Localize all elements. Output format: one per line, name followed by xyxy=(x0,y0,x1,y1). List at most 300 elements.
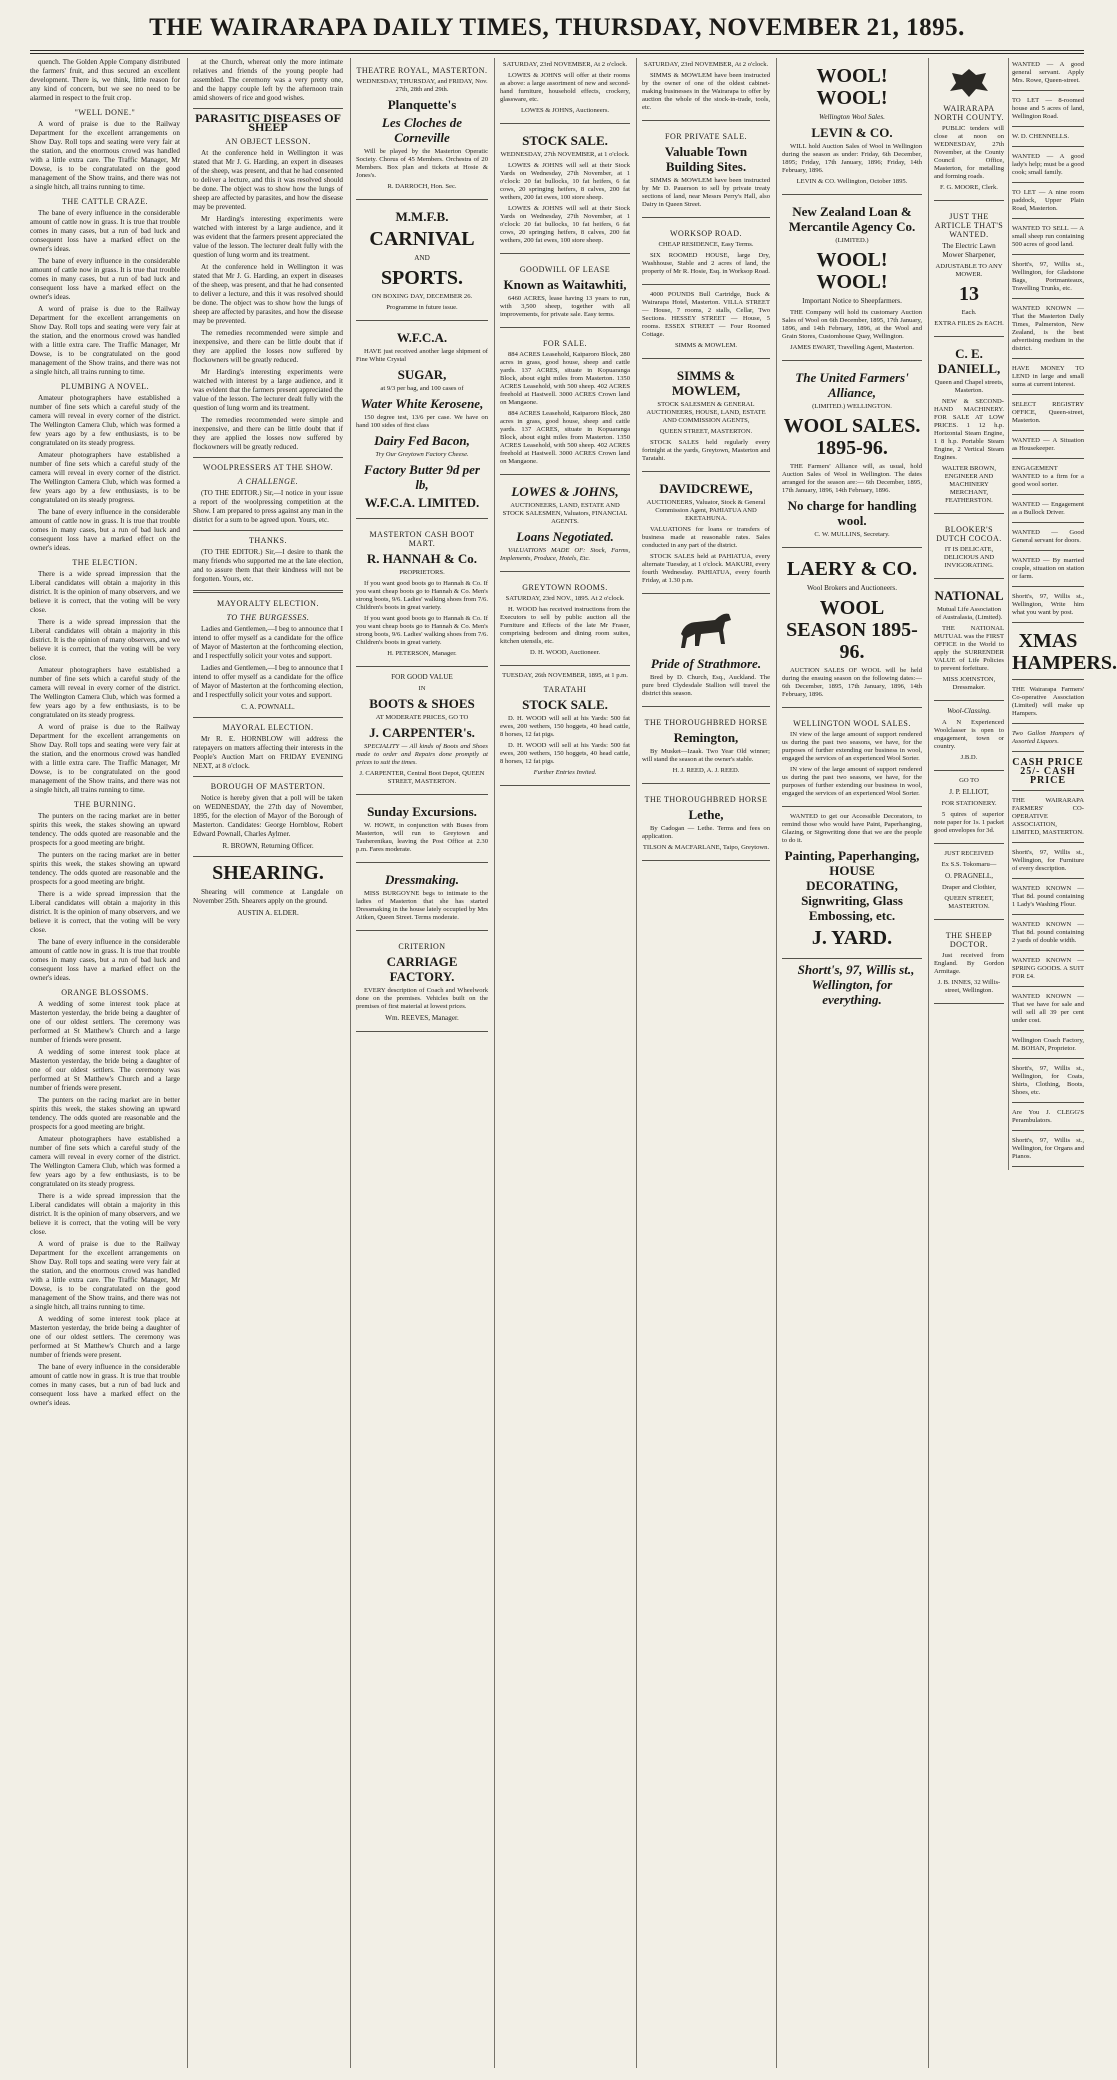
article-text: Ladies and Gentlemen,—I beg to announce that I intend to offer myself as a candidate for the office of Mayor of Masterton at the forthcoming election, and I respectfully solicit your votes and support. xyxy=(193,625,343,660)
ad-signature: MISS JOHNSTON, Dressmaker. xyxy=(942,676,996,691)
ad-simms-properties xyxy=(642,288,770,359)
ad-signature: F. G. MOORE, Clerk. xyxy=(940,184,998,191)
ad-title: Dressmaking. xyxy=(384,872,460,887)
ad-body: THE Company will hold its customary Auction Sales of Wool on 6th December, 1895, 17th January, 1896, and 14th February, 1896, at the Wool and Grain Stores, Customhouse Quay, Wellington. xyxy=(782,309,922,340)
classified-ad: Are You J. CLEGG'S Perambulators. xyxy=(1012,1106,1084,1131)
classified-ad: TO LET — 8-roomed house and 5 acres of land, Wellington Road. xyxy=(1012,94,1084,127)
article-text: Amateur photographers have established a number of fine sets which a careful study of the camera will reveal in every corner of the district. The Wellington Camera Club, which was formed a few years ago by a few enthusiasts, is to be congratulated on its steady progress. xyxy=(30,666,180,719)
ad-body: Just received from England. By Gordon Armitage. xyxy=(934,952,1004,975)
ad-text: Programme in future issue. xyxy=(386,304,458,311)
article-text: (TO THE EDITOR.) Sir,—I notice in your issue a report of the woolpressing competition at the Show. I am prepared to press against any man in the district for a sum to be agreed upon. Yours, etc. xyxy=(193,489,343,524)
ad-name: J. CARPENTER's. xyxy=(369,725,475,740)
ad-body: A N Experienced Woolclasser is open to engagement, town or country. xyxy=(934,719,1004,750)
classified-ad: WANTED KNOWN — SPRING GOODS. A SUIT FOR £4. xyxy=(1012,954,1084,987)
column-4 xyxy=(494,58,635,2068)
ad-wool-classing xyxy=(934,704,1004,771)
article-text: Mr Harding's interesting experiments were watched with interest by a large audience, and it was evident that the farmers present appreciated the value of the lesson. The lecturer dealt fully with the question of lung worm and its treatment. xyxy=(193,215,343,259)
ad-signature: Wm. REEVES, Manager. xyxy=(385,1014,459,1022)
signature: R. BROWN, Returning Officer. xyxy=(222,842,314,850)
ad-text: EXTRA FILES 2s EACH. xyxy=(934,320,1004,327)
article-text: There is a wide spread impression that the Liberal candidates will obtain a majority in this district. It is the opinion of many observers, and we believe it is correct, that the voting will be very close. xyxy=(30,618,180,662)
ad-text: JUST RECEIVED xyxy=(944,850,994,857)
ad-signature: J. B. INNES, 32 Willis-street, Wellington. xyxy=(937,979,1001,994)
ad-date: TUESDAY, 26th NOVEMBER, 1895, at 1 p.m. xyxy=(502,672,628,679)
ad-big: SPORTS. xyxy=(380,267,464,289)
ad-body: W. HOWE, in conjunction with Buses from Masterton, will run to Greytown and Tauherenikau, leaving the Post Office at 2.30 p.m. Fares moderate. xyxy=(356,822,488,853)
ad-farmers-alliance xyxy=(782,364,922,548)
article-subheading: AN OBJECT LESSON. xyxy=(225,137,311,146)
classified-ad: W. D. CHENNELLS. xyxy=(1012,130,1084,147)
classified-ad: THE Wairarapa Farmers' Co-operative Association (Limited) will make up Hampers. xyxy=(1012,683,1084,724)
column-1 xyxy=(30,58,185,2068)
ad-subtitle: Wellington Wool Sales. xyxy=(819,113,885,121)
ad-title: Remington, xyxy=(673,730,739,745)
ad-signature: JAMES EWART, Travelling Agent, Masterton. xyxy=(790,344,914,351)
ad-heading: THE SHEEP DOCTOR. xyxy=(945,931,993,949)
ad-heading: FOR SALE. xyxy=(542,339,588,348)
ad-body: LOWES & JOHNS will sell at their Stock Yards on Wednesday, 27th November, at 1 o'clock: 20 fat bullocks, 10 fat heifers, 6 fat cows, 20 springing heifers, 8 calves, 200 fat wethers, 200 fat ewes, 100 store sheep. xyxy=(500,205,630,244)
ad-signature: C. W. MULLINS, Secretary. xyxy=(814,531,890,538)
ad-body: 4000 POUNDS Bull Cartridge, Buck & Wairarapa Hotel, Masterton. VILLA STREET — House, 7 rooms, 2 stalls, Cellar, Two Sections. HESSEY STREET — House, 5 rooms. ESSEX STREET — Four Roomed Cottage. xyxy=(642,291,770,338)
article-text: A word of praise is due to the Railway Department for the excellent arrangements on Show Day. Roll tops and seating were very fair at the station, and the enormous crowd was handled with a little extra care. The Traffic Manager, Mr Dowse, is to be congratulated on the good management of the Show trains, and there was not a single hitch, all trains running to time. xyxy=(30,723,180,794)
ad-body: By Musket—Izaak. Two Year Old winner; will stand the season at the owner's stable. xyxy=(642,748,770,763)
ad-text: QUEEN STREET, MASTERTON. xyxy=(659,428,753,435)
classified-ad: WANTED KNOWN — That the Masterton Daily Times, Palmerston, New Zealand, is the best advertising medium in the district. xyxy=(1012,302,1084,359)
ad-simms-cabinet xyxy=(642,58,770,121)
signature: C. A. POWNALL. xyxy=(241,703,295,711)
article-text: Mr Harding's interesting experiments were watched with interest by a large audience, and it was evident that the farmers present appreciated the value of the lesson. The lecturer dealt fully with the question of lung worm and its treatment. xyxy=(193,368,343,412)
ad-body: EVERY description of Coach and Wheelwork done on the premises. Vehicles built on the premises of first material at lowest prices. xyxy=(356,987,488,1010)
divider xyxy=(193,856,343,857)
ad-body: STOCK SALES held regularly every fortnight at the yards, Greytown, Masterton and Taratahi. xyxy=(642,439,770,462)
ad-big: Loans Negotiated. xyxy=(516,529,614,544)
ad-text: FOR GOOD VALUE xyxy=(391,673,453,681)
ad-text: Draper and Clothier, xyxy=(941,884,997,891)
ad-signature: LEVIN & CO. Wellington, October 1895. xyxy=(796,178,908,185)
article-text: The bane of every influence in the considerable amount of cattle now in grass. It is true that trouble comes in many cases, but a run of bad luck and consequent loss have a marked effect on the owner's ideas. xyxy=(30,209,180,253)
ad-title: Planquette's xyxy=(387,97,457,112)
ad-notice: No charge for handling wool. xyxy=(787,498,917,528)
article-subheading: A CHALLENGE. xyxy=(237,477,299,486)
ad-title: C. E. DANIELL, xyxy=(937,346,1001,376)
article-text: There is a wide spread impression that the Liberal candidates will obtain a majority in this district. It is the opinion of many observers, and we believe it is correct, that the voting will be very close. xyxy=(30,1192,180,1236)
ad-text: at 9/3 per bag, and 100 cases of xyxy=(380,385,464,392)
ad-big: DAVIDCREWE, xyxy=(659,481,753,496)
classified-ad: WANTED — By married couple, situation on station or farm. xyxy=(1012,554,1084,587)
ad-title: New Zealand Loan & Mercantile Agency Co. xyxy=(788,204,916,234)
ad-subtitle: STOCK SALESMEN & GENERAL AUCTIONEERS, HOUSE, LAND, ESTATE AND COMMISSION AGENTS, xyxy=(646,401,766,424)
ad-notice: Important Notice to Sheepfarmers. xyxy=(802,297,902,305)
ad-carpenter xyxy=(356,670,488,795)
ad-date: ON BOXING DAY, DECEMBER 26. xyxy=(371,293,473,300)
ad-for-sale xyxy=(500,331,630,475)
classified-ad: ENGAGEMENT WANTED to a firm for a good wool sorter. xyxy=(1012,462,1084,495)
divider xyxy=(193,590,343,593)
ad-date: SATURDAY, 23rd NOV., 1895. At 2 o'clock. xyxy=(505,595,625,602)
ad-subtitle: Wool Brokers and Auctioneers. xyxy=(806,584,898,592)
ad-price: 13 xyxy=(959,283,979,305)
ad-subtitle: Mutual Life Association of Australasia, (Limited). xyxy=(935,606,1003,621)
article-text: (TO THE EDITOR.) Sir,—I desire to thank the many friends who supported me at the late election, and to assure them that their kindness will not be forgotten. Yours, etc. xyxy=(193,548,343,583)
coat-of-arms-icon xyxy=(946,65,992,99)
ad-title: O. PRAGNELL, xyxy=(944,872,994,880)
ad-signature: SIMMS & MOWLEM. xyxy=(674,342,738,349)
ad-body: IN view of the large amount of support rendered us during the past two seasons, we have, for the purposes of further extending our business in wool, engaged the services of an experienced Wool Sorter. xyxy=(782,766,922,797)
article-text: Ladies and Gentlemen,—I beg to announce that I intend to offer myself as a candidate for the office of Mayor of Masterton at the forthcoming election, and I respectfully solicit your votes and support. xyxy=(193,664,343,699)
ad-sheep-doctor xyxy=(934,923,1004,1004)
ad-heading: THE THOROUGHBRED HORSE xyxy=(644,795,768,804)
article-text: At the conference held in Wellington it was stated that Mr J. G. Harding, an expert in diseases of the sheep, was present, and that he had consented to deliver a lecture, and this it was resolved should be done. The object was to show how the lungs of sheep are affected by parasites, and how the disease may be prevented. xyxy=(193,149,343,211)
article-heading: BOROUGH OF MASTERTON. xyxy=(210,782,326,791)
article-text: There is a wide spread impression that the Liberal candidates will obtain a majority in this district. It is the opinion of many observers, and we believe it is correct, that the voting will be very close. xyxy=(30,570,180,614)
ad-signature: TILSON & MACFARLANE, Taipo, Greytown. xyxy=(642,844,770,851)
ad-heading: THE THOROUGHBRED HORSE xyxy=(644,718,768,727)
ad-pragnell xyxy=(934,847,1004,920)
ad-footer: Further Entries Invited. xyxy=(533,769,597,776)
ad-criterion xyxy=(356,934,488,1032)
ad-body: VALUATIONS MADE OF: Stock, Farms, Implements, Produce, Hotels, Etc. xyxy=(500,547,630,562)
classified-ad: Shortt's, 97, Willis st., Wellington, for Gladstone Bags, Portmanteaux, Travelling Trunks, etc. xyxy=(1012,258,1084,299)
ad-elliot xyxy=(934,774,1004,844)
ad-heading: GREYTOWN ROOMS. xyxy=(522,583,608,592)
ad-title: Sunday Excursions. xyxy=(367,804,477,819)
ad-body: WILL hold Auction Sales of Wool in Wellington during the season as under: Friday, 6th December, 1895; Friday, 17th January, 1896; Friday, 14th February, 1896. xyxy=(782,143,922,174)
ad-text: Try Our Greytown Factory Cheese. xyxy=(375,451,469,458)
article-text: Shearing will commence at Langdale on November 25th. Shearers apply on the ground. xyxy=(193,888,343,905)
ad-title: W.F.C.A. xyxy=(396,330,448,345)
ad-mower xyxy=(934,204,1004,337)
ad-daniell xyxy=(934,340,1004,514)
ad-title: The Electric Lawn Mower Sharpener, xyxy=(942,242,996,259)
article-text: quench. The Golden Apple Company distributed the farmers' fruit, and thus secured an excellent development. There is, we think, little reason for any kind of concern, but we see no need to be alarmed in respect to the fruit crop. xyxy=(30,58,180,102)
ad-lowes-johns xyxy=(500,478,630,572)
ad-subtitle: Les Cloches de Corneville xyxy=(381,115,463,145)
ad-body: LOWES & JOHNS will sell at their Stock Yards on Wednesday, 27th November, at 1 o'clock: 20 fat bullocks, 10 fat heifers, 6 fat cows, 20 springing heifers, 8 calves, 200 fat wethers, 200 fat ewes, 100 store sheep. xyxy=(500,162,630,201)
ad-body: By Cadogan — Lethe. Terms and fees on application. xyxy=(642,825,770,840)
ad-taratahi xyxy=(500,669,630,786)
ad-title: Pride of Strathmore. xyxy=(650,656,762,671)
classified-ad: WANTED KNOWN — That 8d. pound containing 2 yards of double width. xyxy=(1012,918,1084,951)
article-heading: THE ELECTION. xyxy=(72,558,138,567)
ad-subtitle: (LIMITED.) xyxy=(835,237,869,244)
ad-theatre xyxy=(356,58,488,200)
ad-body: IN view of the large amount of support rendered us during the past two seasons, we have, for the purposes of further extending our business in wool, engaged the services of an experienced Wool Sorter. xyxy=(782,731,922,762)
ad-loan-mercantile xyxy=(782,198,922,361)
ad-body: WANTED to get our Accessible Decorators, to remind those who would have Paint, Paperhanging, Glazing, or Signwriting done that we are the people to do it. xyxy=(782,813,922,844)
ad-big: SIMMS & MOWLEM, xyxy=(671,368,741,398)
ad-big: WOOL! WOOL! xyxy=(816,249,888,293)
article-text: The bane of every influence in the considerable amount of cattle now in grass. It is true that trouble comes in many cases, but a run of bad luck and consequent loss have a marked effect on the owner's ideas. xyxy=(30,508,180,552)
ad-title: STOCK SALE. xyxy=(522,697,608,712)
ad-title: STOCK SALE. xyxy=(522,133,608,148)
ad-heading: GOODWILL OF LEASE xyxy=(519,265,611,274)
ad-body: MISS BURGOYNE begs to intimate to the ladies of Masterton that she has started Dressmaking in the house lately occupied by Mrs Aitken, Queen Street. Terms moderate. xyxy=(356,890,488,921)
ad-title: Wool-Classing. xyxy=(947,707,991,715)
ad-body: 6460 ACRES, lease having 13 years to run, with 3,500 sheep, together with all improvements, for private sale. Easy terms. xyxy=(500,295,630,318)
ad-subtitle: PROPRIETORS. xyxy=(399,569,445,576)
xmas-hampers-heading: XMAS HAMPERS. xyxy=(1012,627,1084,680)
classified-ad: WANTED TO SELL — A small sheep run containing 500 acres of good land. xyxy=(1012,222,1084,255)
ad-subtitle: ADJUSTABLE TO ANY MOWER. xyxy=(935,263,1003,278)
classified-ad: WANTED — A good lady's help; must be a good cook; small family. xyxy=(1012,150,1084,183)
ad-title: J. P. ELLIOT, xyxy=(949,788,989,796)
ad-big: NATIONAL xyxy=(934,588,1004,603)
ad-body: AUCTION SALES OF WOOL will be held during the ensuing season on the following dates:— 6th December, 1895, 17th January, 1896, 14th February, 1896. xyxy=(782,667,922,698)
ad-wfca xyxy=(356,324,488,519)
ad-yard xyxy=(782,810,922,959)
ad-heading: BLOOKER'S DUTCH COCOA. xyxy=(936,525,1002,543)
ad-body: THE Farmers' Alliance will, as usual, hold Auction Sales of Wool in Wellington. The dates arranged for the season are:— 6th December, 1895, 17th January, 1896, 14th February, 1896. xyxy=(782,463,922,494)
ad-title: CARRIAGE FACTORY. xyxy=(386,954,458,984)
classified-ad: WANTED — A Situation as Housekeeper. xyxy=(1012,434,1084,459)
ad-county xyxy=(934,58,1004,201)
ad-title: M.M.F.B. xyxy=(395,209,449,224)
masthead-rule xyxy=(30,50,1084,51)
ad-body: If you want good boots go to Hannah & Co. If you want cheap boots go to Hannah & Co. Men's strong boots, 9/6. Ladies' walking shoes from 7/6. Children's boots in great variety. xyxy=(356,580,488,611)
article-text: The bane of every influence in the considerable amount of cattle now in grass. It is true that trouble comes in many cases, but a run of bad luck and consequent loss have a marked effect on the owner's ideas. xyxy=(30,938,180,982)
ad-text: Each. xyxy=(961,309,977,316)
ad-remington xyxy=(642,710,770,784)
ad-heading: FOR PRIVATE SALE. xyxy=(665,132,747,141)
ad-signature: H. PETERSON, Manager. xyxy=(387,650,457,657)
ad-body: SIMMS & MOWLEM have been instructed by Mr D. Pauerson to sell by private treaty sections of land, near Messrs Perry's Hall, also Dairy in Queen Street. xyxy=(642,177,770,208)
article-heading: ORANGE BLOSSOMS. xyxy=(61,988,149,997)
divider xyxy=(193,457,343,458)
ad-heading: WAIRARAPA NORTH COUNTY. xyxy=(934,104,1004,122)
article-text: The punters on the racing market are in better spirits this week, the stakes showing an upward tendency. The odds quoted are reasonable and the prospects for a good meeting are bright. xyxy=(30,1096,180,1131)
article-heading: THE BURNING. xyxy=(74,800,136,809)
ad-big: WOOL! WOOL! xyxy=(816,65,888,109)
ad-body: STOCK SALES held at PAHIATUA, every alternate Tuesday, at 1 o'clock. MAKURI, every fourth Wednesday. PAHIATUA, every fourth Friday, at 1.30 p.m. xyxy=(642,553,770,584)
ad-heading: WORKSOP ROAD. xyxy=(670,229,742,238)
signature: AUSTIN A. ELDER. xyxy=(237,909,299,917)
ad-levin xyxy=(782,58,922,195)
article-text: The punters on the racing market are in better spirits this week, the stakes showing an upward tendency. The odds quoted are reasonable and the prospects for a good meeting are bright. xyxy=(30,851,180,886)
article-heading: PARASITIC DISEASES OF SHEEP xyxy=(195,111,341,134)
ad-stock-sale xyxy=(500,127,630,254)
classified-ad: HAVE MONEY TO LEND in large and small sums at current interest. xyxy=(1012,362,1084,395)
ad-title: R. HANNAH & Co. xyxy=(366,551,478,566)
article-heading: WOOLPRESSERS AT THE SHOW. xyxy=(202,463,334,472)
ad-heading: WELLINGTON WOOL SALES. xyxy=(793,719,911,728)
ad-private-sale xyxy=(642,124,770,218)
ad-subtitle: (LIMITED.) WELLINGTON. xyxy=(812,403,892,410)
article-text: Amateur photographers have established a number of fine sets which a careful study of the camera will reveal in every corner of the district. The Wellington Camera Club, which was formed a few years ago by a few enthusiasts, is to be congratulated on its steady progress. xyxy=(30,394,180,447)
ad-signature: LOWES & JOHNS, Auctioneers. xyxy=(520,107,610,114)
article-text: A word of praise is due to the Railway Department for the excellent arrangements on Show Day. Roll tops and seating were very fair at the station, and the enormous crowd was handled with a little extra care. The Traffic Manager, Mr Dowse, is to be congratulated on the good management of the Show trains, and there was not a single hitch, all trains running to time. xyxy=(30,305,180,376)
ad-body: SIMMS & MOWLEM have been instructed by the owner of one of the oldest cabinet-making businesses in the Wairarapa to offer by auction the whole of the stock-in-trade, tools, etc. xyxy=(642,72,770,111)
ad-subtitle: Ex S.S. Tokomaru— xyxy=(941,861,997,868)
ad-title: Known as Waitawhiti, xyxy=(503,277,627,292)
article-heading: MAYORAL ELECTION. xyxy=(222,723,314,732)
ad-big: Water White Kerosene, xyxy=(360,396,484,411)
ad-footer: W.F.C.A. LIMITED. xyxy=(364,495,480,510)
ad-signature: J.B.D. xyxy=(960,754,978,761)
ad-signature: J. CARPENTER, Central Boot Depot, QUEEN STREET, MASTERTON. xyxy=(359,770,485,785)
ad-title: Lethe, xyxy=(688,807,724,822)
article-text: A wedding of some interest took place at Masterton yesterday, the bride being a daughter of one of our oldest settlers. The ceremony was performed at St Matthew's Church and a large number of friends were present. xyxy=(30,1315,180,1359)
ad-body: 150 degree test, 13/6 per case. We have on hand 100 sides of first class xyxy=(356,414,488,429)
ad-title: Valuable Town Building Sites. xyxy=(664,144,748,174)
masthead-title: THE WAIRARAPA DAILY TIMES, THURSDAY, NOVEMBER 21, 1895. xyxy=(149,14,965,41)
ad-heading: THEATRE ROYAL, MASTERTON. xyxy=(356,66,488,75)
ad-body: Will be played by the Masterton Operatic Society. Chorus of 45 Members. Orchestra of 20 Members. Box plan and tickets at Hosie & Jones's. xyxy=(356,148,488,179)
ad-big: Dairy Fed Bacon, xyxy=(374,433,470,448)
article-text: at the Church, whereat only the more intimate relatives and friends of the young people had assembled. The ceremony was a very pretty one, and the happy couple left by the afternoon train amid showers of rice and good wishes. xyxy=(193,58,343,102)
shearing-heading: SHEARING. xyxy=(212,862,324,884)
divider xyxy=(193,717,343,718)
ad-body: 884 ACRES Leasehold, Kaiparoro Block, 280 acres in grass, good house, sheep and cattle yards. 137 ACRES, situate in Kopuaranga Block, about eight miles from Masterton. 1350 ACRES Leasehold, with 500 sheep. 402 ACRES freehold at Hastwell. 3000 ACRES Crown land on Mangaone. xyxy=(500,410,630,465)
column-3 xyxy=(350,58,493,2068)
ad-goodwill xyxy=(500,257,630,328)
ad-big: LAERY & CO. xyxy=(786,558,918,580)
ad-big: Factory Butter 9d per lb, xyxy=(364,462,480,492)
ad-signature: H. J. REED, A. J. REED. xyxy=(672,767,740,774)
article-text: The remedies recommended were simple and inexpensive, and there can be little doubt that if they are applied the losses now suffered by flockowners will be greatly reduced. xyxy=(193,416,343,451)
article-subheading: TO THE BURGESSES. xyxy=(226,613,310,622)
article-heading: THANKS. xyxy=(249,536,287,545)
columns xyxy=(30,58,1117,2068)
ad-body: LOWES & JOHNS will offer at their rooms as above: a large assortment of new and second-hand furniture, household effects, crockery, glassware, etc. xyxy=(500,72,630,103)
hamper-price: CASH PRICE 25/- CASH PRICE xyxy=(1012,755,1084,791)
masthead-rule-lower xyxy=(30,53,1084,54)
column-7-left xyxy=(934,58,1004,1170)
ad-signature: D. H. WOOD, Auctioneer. xyxy=(529,649,601,656)
ad-body: HAVE just received another large shipment of Fine White Crystal xyxy=(356,348,488,363)
ad-lethe xyxy=(642,787,770,861)
ad-body: PUBLIC tenders will close at noon on WEDNESDAY, 27th November, at the County Council Office, Masterton, for metalling and forming roads. xyxy=(934,125,1004,180)
classified-ad: THE WAIRARAPA FARMERS' CO-OPERATIVE ASSOCIATION, LIMITED, MASTERTON. xyxy=(1012,794,1084,843)
ad-title: The United Farmers' Alliance, xyxy=(795,370,909,400)
ad-excursions xyxy=(356,798,488,863)
ad-date: WEDNESDAY, THURSDAY, and FRIDAY, Nov. 27th, 28th and 29th. xyxy=(356,78,488,93)
ad-subtitle: FOR STATIONERY. xyxy=(941,800,997,807)
ad-heading: JUST THE ARTICLE THAT'S WANTED. xyxy=(934,212,1004,239)
ad-body: D. H. WOOD will sell at his Yards: 500 fat ewes, 200 wethers, 150 hoggets, 40 head cattle, 8 horses, 12 fat pigs. xyxy=(500,742,630,765)
ad-cocoa xyxy=(934,517,1004,579)
classified-ad: Shortt's, 97, Willis st., Wellington, for Furniture of every description. xyxy=(1012,846,1084,879)
article-text: The bane of every influence in the considerable amount of cattle now in grass. It is true that trouble comes in many cases, but a run of bad luck and consequent loss have a marked effect on the owner's ideas. xyxy=(30,1363,180,1407)
ad-text: AT MODERATE PRICES, GO TO xyxy=(375,714,469,721)
article-heading: PLUMBING A NOVEL. xyxy=(60,382,150,391)
article-text: There is a wide spread impression that the Liberal candidates will obtain a majority in this district. It is the opinion of many observers, and we believe it is correct, that the voting will be very close. xyxy=(30,890,180,934)
article-text: Amateur photographers have established a number of fine sets which a careful study of the camera will reveal in every corner of the district. The Wellington Camera Club, which was formed a few years ago by a few enthusiasts, is to be congratulated on its steady progress. xyxy=(30,1135,180,1188)
ad-date: SATURDAY, 23rd NOVEMBER, At 2 o'clock. xyxy=(502,61,628,68)
ad-text: AND xyxy=(414,254,430,262)
ad-big: Painting, Paperhanging, HOUSE DECORATING, Signwriting, Glass Embossing, etc. xyxy=(784,848,920,923)
classified-ad: Shortt's, 97, Willis st., Wellington, for Organs and Pianos. xyxy=(1012,1134,1084,1167)
ad-body: H. WOOD has received instructions from the Executors to sell by public auction all the Furniture and Effects of the late Mr Fraser, comprising bedroom and dining room suites, kitchen utensils, etc. xyxy=(500,606,630,645)
ad-name: J. YARD. xyxy=(811,927,893,949)
article-text: Notice is hereby given that a poll will be taken on WEDNESDAY, the 27th day of November, 1895, for the election of Mayor of the Borough of Masterton. Candidates: George Hornblow, Robert Edward Pownall, Charles Aylmer. xyxy=(193,794,343,838)
ad-dressmaking xyxy=(356,866,488,931)
divider xyxy=(193,776,343,777)
ad-body: SIX ROOMED HOUSE, large Dry, Washhouse, Stable and 2 acres of land, the property of Mr R. Hosie, Esq. in Worksop Road. xyxy=(642,252,770,275)
ad-carnival xyxy=(356,203,488,321)
classified-ad: Shortt's, 97, Willis st., Wellington, Write him what you want by post. xyxy=(1012,590,1084,623)
classified-ad: TO LET — A nine room paddock, Upper Plain Road, Masterton. xyxy=(1012,186,1084,219)
ad-davidcrewe xyxy=(642,475,770,594)
classified-ad: SELECT REGISTRY OFFICE, Queen-street, Masterton. xyxy=(1012,398,1084,431)
ad-laery xyxy=(782,551,922,708)
classified-ad: WANTED — Engagement as a Bullock Driver. xyxy=(1012,498,1084,523)
ad-big: WOOL SEASON 1895-96. xyxy=(786,597,918,663)
ad-big: SUGAR, xyxy=(397,367,447,382)
classified-ad: WANTED KNOWN — That 8d. pound containing 1 Lady's Washing Flour. xyxy=(1012,882,1084,915)
ad-worksop xyxy=(642,221,770,285)
ad-lowes-furniture xyxy=(500,58,630,124)
ad-text: QUEEN STREET, MASTERTON. xyxy=(944,895,994,910)
ad-heading: TARATAHI xyxy=(543,685,587,694)
ad-title: LOWES & JOHNS, xyxy=(511,484,619,499)
ad-subtitle: CHEAP RESIDENCE, Easy Terms. xyxy=(658,241,754,248)
ad-simms-mowlem xyxy=(642,362,770,472)
ad-body: 884 ACRES Leasehold, Kaiparoro Block, 280 acres in grass, good house, sheep and cattle yards. 137 ACRES, situate in Kopuaranga Block, about eight miles from Masterton. 1350 ACRES Leasehold, with 500 sheep. 402 ACRES freehold at Hastwell. 3000 ACRES Crown land on Mangaone. xyxy=(500,351,630,406)
ad-heading: MASTERTON CASH BOOT MART. xyxy=(369,530,475,548)
ad-date: WEDNESDAY, 27th NOVEMBER, at 1 o'clock. xyxy=(500,151,630,158)
ad-signature: WALTER BROWN, ENGINEER AND MACHINERY MERCHANT, FEATHERSTON. xyxy=(942,465,996,504)
article-text: The bane of every influence in the considerable amount of cattle now in grass. It is true that trouble comes in many cases, but a run of bad luck and consequent loss have a marked effect on the owner's ideas. xyxy=(30,257,180,301)
ad-signature: R. DARROCH, Hon. Sec. xyxy=(387,183,457,190)
column-7-right xyxy=(1008,58,1117,1170)
ad-big: CARNIVAL xyxy=(369,228,475,250)
classified-ad: WANTED — Good General servant for doors. xyxy=(1012,526,1084,551)
ad-subtitle: AUCTIONEERS, LAND, ESTATE AND STOCK SALESMEN, Valuators, FINANCIAL AGENTS. xyxy=(502,502,628,525)
ad-text: GO TO xyxy=(959,777,979,784)
ad-shortts: Shortt's, 97, Willis st., Wellington, for everything. xyxy=(797,962,915,1007)
article-text: Amateur photographers have established a number of fine sets which a careful study of the camera will reveal in every corner of the district. The Wellington Camera Club, which was formed a few years ago by a few enthusiasts, is to be congratulated on its steady progress. xyxy=(30,451,180,504)
ad-body: Bred by D. Church, Esq., Auckland. The pure bred Clydesdale Stallion will travel the district this season. xyxy=(642,674,770,697)
article-heading: MAYORALTY ELECTION. xyxy=(217,599,319,608)
column-5 xyxy=(636,58,775,2068)
ad-greytown-rooms xyxy=(500,575,630,666)
ad-body: THE NATIONAL MUTUAL was the FIRST OFFICE in the World to apply the SURRENDER VALUE of Life Policies to prevent forfeiture. xyxy=(934,625,1004,672)
classified-ad: Shortt's, 97, Willis st., Wellington, for Coats, Shirts, Clothing, Boots, Shoes, etc. xyxy=(1012,1062,1084,1103)
article-text: A wedding of some interest took place at Masterton yesterday, the bride being a daughter of one of our oldest settlers. The ceremony was performed at St Matthew's Church and a large number of friends were present. xyxy=(30,1000,180,1044)
article-text: A wedding of some interest took place at Masterton yesterday, the bride being a daughter of one of our oldest settlers. The ceremony was performed at St Matthew's Church and a large number of friends were present. xyxy=(30,1048,180,1092)
classified-ad: WANTED KNOWN — That we have for sale and will sell all 39 per cent under cost. xyxy=(1012,990,1084,1031)
article-text: At the conference held in Wellington it was stated that Mr J. G. Harding, an expert in diseases of the sheep, was present, and that he had consented to deliver a lecture, and this it was resolved should be done. The object was to show how the lungs of sheep are affected by parasites, and how the disease may be prevented. xyxy=(193,263,343,325)
ad-big: WOOL SALES. 1895-96. xyxy=(783,415,921,459)
article-heading: "WELL DONE." xyxy=(74,108,136,117)
classified-ad: WANTED — A good general servant. Apply Mrs. Rowe, Queen-street. xyxy=(1012,58,1084,91)
ad-body: If you want good boots go to Hannah & Co. If you want cheap boots go to Hannah & Co. Men's strong boots, 9/6. Ladies' walking shoes from 7/6. Children's boots in great variety. xyxy=(356,615,488,646)
column-7 xyxy=(928,58,1117,2068)
classified-ad: Two Gallon Hampers of Assorted Liquors. xyxy=(1012,727,1084,752)
ad-hannah xyxy=(356,522,488,667)
ad-body: IT IS DELICATE, DELICIOUS AND INVIGORATING. xyxy=(943,546,995,569)
divider xyxy=(193,108,343,109)
article-heading: THE CATTLE CRAZE. xyxy=(61,197,149,206)
ad-body: NEW & SECOND-HAND MACHINERY. FOR SALE AT LOW PRICES. 1 12 h.p. Horizontal Steam Engine, 1 8 h.p. Portable Steam Engine, 2 Vertical Steam Engines. xyxy=(934,398,1004,461)
ad-title: BOOTS & SHOES xyxy=(369,696,475,711)
ad-body: D. H. WOOD will sell at his Yards: 500 fat ewes, 200 wethers, 150 hoggets, 40 head cattle, 8 horses, 12 fat pigs. xyxy=(500,715,630,738)
article-text: Mr R. E. HORNBLOW will address the ratepayers on matters affecting their interests in the People's Auction Mart on FRIDAY EVENING NEXT, at 8 o'clock. xyxy=(193,735,343,770)
ad-body: VALUATIONS for loans or transfers of business made at reasonable rates. Sales conducted in any part of the district. xyxy=(642,526,770,549)
ad-strathmore xyxy=(642,597,770,707)
article-text: A word of praise is due to the Railway Department for the excellent arrangements on Show Day. Roll tops and seating were very fair at the station, and the enormous crowd was handled with a little extra care. The Traffic Manager, Mr Dowse, is to be congratulated on the good management of the Show trains, and there was not a single hitch, all trains running to time. xyxy=(30,1240,180,1311)
article-text: The punters on the racing market are in better spirits this week, the stakes showing an upward tendency. The odds quoted are reasonable and the prospects for a good meeting are bright. xyxy=(30,812,180,847)
ad-national xyxy=(934,582,1004,701)
article-text: The remedies recommended were simple and inexpensive, and there can be little doubt that if they are applied the losses now suffered by flockowners will be greatly reduced. xyxy=(193,329,343,364)
ad-title: LEVIN & CO. xyxy=(811,125,893,140)
ad-body: SPECIALITY — All kinds of Boots and Shoes made to order and Repairs done promptly at prices to suit the times. xyxy=(356,743,488,766)
ad-text: IN xyxy=(418,685,426,692)
ad-wellington-wool xyxy=(782,711,922,807)
ad-subtitle: AUCTIONEERS, Valuator, Stock & General Commission Agent, PAHIATUA AND EKETAHUNA. xyxy=(646,499,766,522)
classified-ad: Wellington Coach Factory, M. BOHAN, Proprietor. xyxy=(1012,1034,1084,1059)
ad-date: SATURDAY, 23rd NOVEMBER, At 2 o'clock. xyxy=(643,61,769,68)
